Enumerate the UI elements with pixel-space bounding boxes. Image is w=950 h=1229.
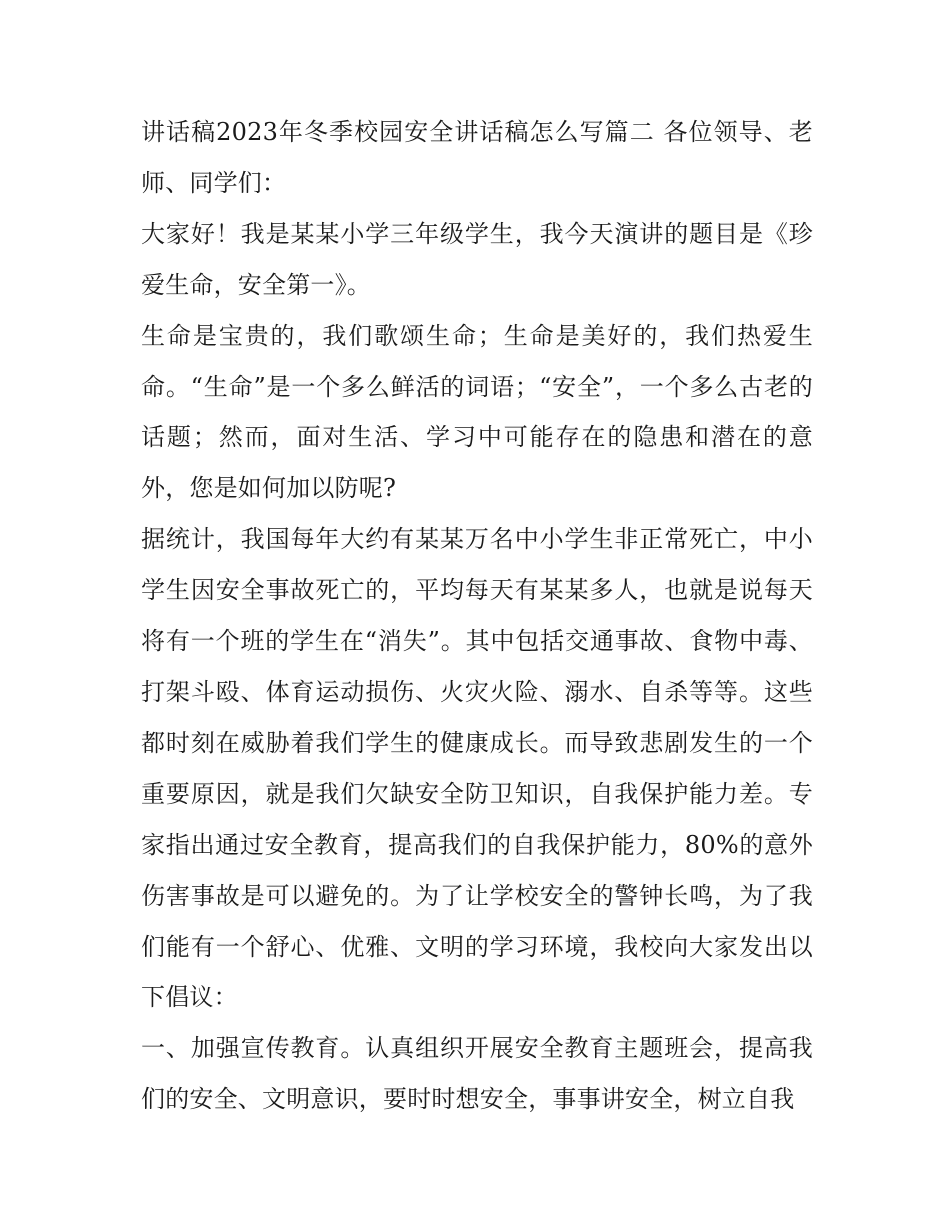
paragraph-statistics: 据统计，我国每年大约有某某万名中小学生非正常死亡，中小学生因安全事故死亡的，平均每天有某某多人，也就是说每天将有一个班的学生在“消失”。其中包括交通事故、食物中毒、打架斗殴、体育运动损伤、火灾火险、溺水、自杀等等。这些都时刻在威胁着我们学生的健康成长。而导致悲剧发生的一个重要原因，就是我们欠缺安全防卫知识，自我保护能力差。专家指出通过安全教育，提高我们的自我保护能力，80%的意外伤害事故是可以避免的。为了让学校安全的警钟长鸣，为了我们能有一个舒心、优雅、文明的学习环境，我校向大家发出以下倡议：	[141, 525, 813, 1012]
paragraph-title-greeting: 讲话稿2023年冬季校园安全讲话稿怎么写篇二 各位领导、老师、同学们：	[141, 118, 813, 197]
document-body	[141, 107, 813, 1125]
paragraph-proposal-one: 一、加强宣传教育。认真组织开展安全教育主题班会，提高我们的安全、文明意识，要时时想安全，事事讲安全，树立自我	[141, 1034, 813, 1114]
paragraph-introduction: 大家好！我是某某小学三年级学生，我今天演讲的题目是《珍爱生命，安全第一》。	[141, 219, 813, 299]
paragraph-life-and-safety: 生命是宝贵的，我们歌颂生命；生命是美好的，我们热爱生命。“生命”是一个多么鲜活的词语；“安全”，一个多么古老的话题；然而，面对生活、学习中可能存在的隐患和潜在的意外，您是如何加以防呢?	[141, 321, 813, 503]
